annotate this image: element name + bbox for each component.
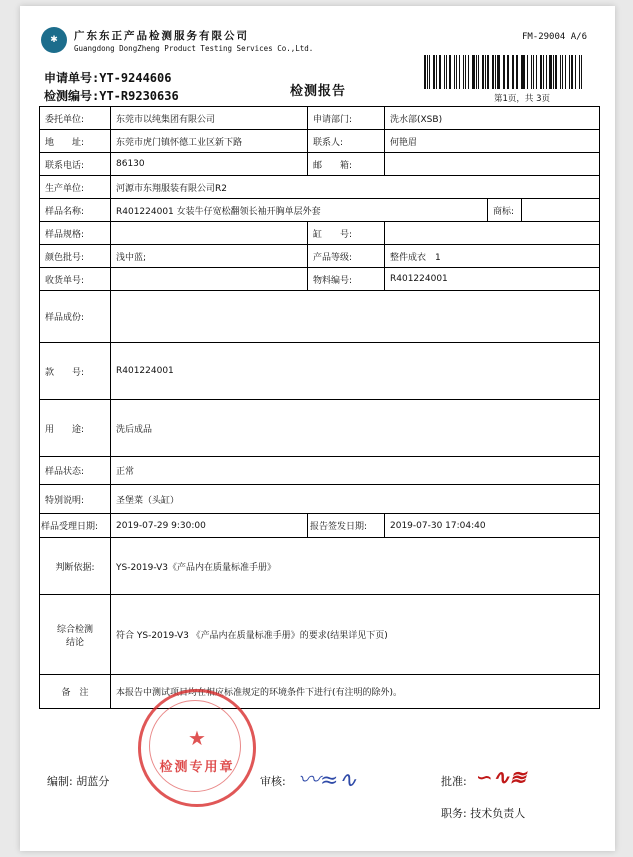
barcode-bar: [575, 55, 576, 89]
barcode-bar: [427, 55, 428, 89]
table-row: [40, 485, 600, 514]
barcode-bar: [487, 55, 489, 89]
barcode-bar: [495, 55, 496, 89]
reviewer-signature: 〰≈∿: [298, 768, 357, 793]
barcode-bar: [424, 55, 426, 89]
barcode-bar: [446, 55, 447, 89]
barcode-bar: [579, 55, 580, 89]
barcode-bar: [516, 55, 518, 89]
accepted-label: 样品受理日期:: [40, 514, 111, 538]
barcode-bar: [439, 55, 441, 89]
conclusion-label-line-1: 综合检测: [56, 624, 93, 635]
barcode-bar: [512, 55, 513, 89]
conclusion-label-line-2: 结论: [65, 637, 84, 648]
barcode-bar: [472, 55, 474, 89]
barcode-bar: [449, 55, 451, 89]
company-name-cn: 广东东正产品检测服务有限公司: [74, 30, 249, 42]
barcode-bar: [533, 55, 534, 89]
sample-name-value: R401224001 女装牛仔宽松翻领长袖开胸单层外套: [111, 199, 488, 222]
state-label: 样品状态:: [40, 457, 111, 485]
barcode-bar: [465, 55, 466, 89]
grade-label: 产品等级:: [308, 245, 385, 268]
remarks-label: 备 注: [40, 675, 111, 709]
spec-label: 样品规格:: [40, 222, 111, 245]
contact-label: 联系人:: [308, 130, 385, 153]
email-value: [385, 153, 600, 176]
barcode-bar: [459, 55, 461, 89]
barcode-bar: [536, 55, 538, 89]
producer-label: 生产单位:: [40, 176, 111, 199]
table-row: [40, 130, 600, 153]
state-value: 正常: [111, 457, 600, 485]
report-page: [20, 6, 615, 851]
approver-signature: ∽∿≋: [476, 765, 527, 789]
table-row: [40, 675, 600, 709]
table-row: [40, 153, 600, 176]
table-row: [40, 514, 600, 538]
barcode-bar: [521, 55, 522, 89]
conclusion-value: 符合 YS-2019-V3 《产品内在质量标准手册》的要求(结果详见下页): [111, 595, 600, 675]
application-number: 申请单号:YT-9244606: [44, 71, 172, 85]
table-row: [40, 107, 600, 130]
sample-name-label: 样品名称:: [40, 199, 111, 222]
receipt-value: [111, 268, 308, 291]
table-row: [40, 199, 600, 222]
composition-value: [111, 291, 600, 343]
vat-value: [385, 222, 600, 245]
inspection-seal: [138, 689, 256, 807]
dept-label: 申请部门:: [308, 107, 385, 130]
barcode-bar: [454, 55, 455, 89]
company-logo: ✱: [41, 27, 67, 53]
barcode-bar: [507, 55, 509, 89]
barcode-bar: [565, 55, 567, 89]
notes-label: 特别说明:: [40, 485, 111, 514]
test-number: 检测编号:YT-R9230636: [44, 89, 179, 103]
barcode-bar: [569, 55, 570, 89]
barcode-bar: [553, 55, 554, 89]
barcode-bar: [546, 55, 547, 89]
barcode-bar: [513, 55, 514, 89]
material-label: 物料编号:: [308, 268, 385, 291]
page-indicator: 第1页，共 3页: [494, 94, 551, 104]
barcode-bar: [436, 55, 437, 89]
notes-value: 圣堡菜（头缸）: [111, 485, 600, 514]
basis-label: 判断依据:: [40, 538, 111, 595]
barcode-bar: [456, 55, 457, 89]
material-value: R401224001: [385, 268, 600, 291]
barcode-bar: [503, 55, 504, 89]
barcode-bar: [429, 55, 430, 89]
conclusion-label: [40, 595, 111, 675]
vat-label: 缸 号:: [308, 222, 385, 245]
style-label: 款 号:: [40, 343, 111, 400]
barcode-bar: [555, 55, 557, 89]
barcode-bar: [581, 55, 583, 89]
barcode: [424, 55, 584, 89]
table-row: [40, 268, 600, 291]
seal-text: 检测专用章: [159, 760, 235, 775]
grade-value: 整件成衣 1: [385, 245, 600, 268]
table-row: [40, 222, 600, 245]
phone-value: 86130: [111, 153, 308, 176]
barcode-bar: [504, 55, 505, 89]
issued-label: 报告签发日期:: [308, 514, 385, 538]
barcode-bar: [571, 55, 573, 89]
table-row: [40, 457, 600, 485]
report-title: 检测报告: [290, 84, 347, 99]
address-value: 东莞市虎门镇怀德工业区新下路: [111, 130, 308, 153]
barcode-bar: [463, 55, 464, 89]
barcode-bar: [527, 55, 529, 89]
barcode-bar: [560, 55, 561, 89]
producer-value: 河源市东翔服装有限公司R2: [111, 176, 600, 199]
table-row: [40, 400, 600, 457]
table-row: [40, 538, 600, 595]
company-name-en: Guangdong DongZheng Product Testing Services Co.,Ltd.: [74, 44, 314, 53]
usage-label: 用 途:: [40, 400, 111, 457]
brand-value: [522, 199, 600, 222]
basis-value: YS-2019-V3《产品内在质量标准手册》: [111, 538, 600, 595]
barcode-bar: [485, 55, 486, 89]
form-number: FM-29004 A/6: [521, 32, 587, 42]
report-table: [39, 106, 600, 709]
table-row: [40, 595, 600, 675]
barcode-bar: [444, 55, 446, 89]
barcode-bar: [468, 55, 470, 89]
barcode-bar: [531, 55, 532, 89]
barcode-bar: [433, 55, 435, 89]
barcode-bar: [522, 55, 524, 89]
dept-value: 洗水部(XSB): [385, 107, 600, 130]
color-value: 浅中蓝;: [111, 245, 308, 268]
barcode-bar: [540, 55, 542, 89]
table-row: [40, 176, 600, 199]
table-row: [40, 291, 600, 343]
compiler: 编制: 胡蓝分: [47, 775, 110, 788]
spec-value: [111, 222, 308, 245]
receipt-label: 收货单号:: [40, 268, 111, 291]
seal-star-icon: ★: [188, 726, 206, 750]
barcode-bar: [549, 55, 551, 89]
phone-label: 联系电话:: [40, 153, 111, 176]
approver-label: 批准:: [441, 775, 467, 788]
style-value: R401224001: [111, 343, 600, 400]
brand-label: 商标:: [488, 199, 522, 222]
barcode-bar: [476, 55, 477, 89]
accepted-value: 2019-07-29 9:30:00: [111, 514, 308, 538]
approver-position: 职务: 技术负责人: [441, 807, 526, 820]
client-value: 东莞市以纯集团有限公司: [111, 107, 308, 130]
composition-label: 样品成份:: [40, 291, 111, 343]
barcode-bar: [497, 55, 499, 89]
barcode-bar: [562, 55, 563, 89]
barcode-bar: [492, 55, 494, 89]
color-label: 颜色批号:: [40, 245, 111, 268]
usage-value: 洗后成品: [111, 400, 600, 457]
address-label: 地 址:: [40, 130, 111, 153]
table-row: [40, 245, 600, 268]
barcode-bar: [543, 55, 544, 89]
contact-value: 何艳眉: [385, 130, 600, 153]
client-label: 委托单位:: [40, 107, 111, 130]
barcode-bar: [482, 55, 484, 89]
email-label: 邮 箱:: [308, 153, 385, 176]
barcode-bar: [478, 55, 479, 89]
remarks-value: 本报告中测试项目均在相应标准规定的环境条件下进行(有注明的除外)。: [111, 675, 600, 709]
issued-value: 2019-07-30 17:04:40: [385, 514, 600, 538]
table-row: [40, 343, 600, 400]
reviewer-label: 审核:: [260, 775, 286, 788]
